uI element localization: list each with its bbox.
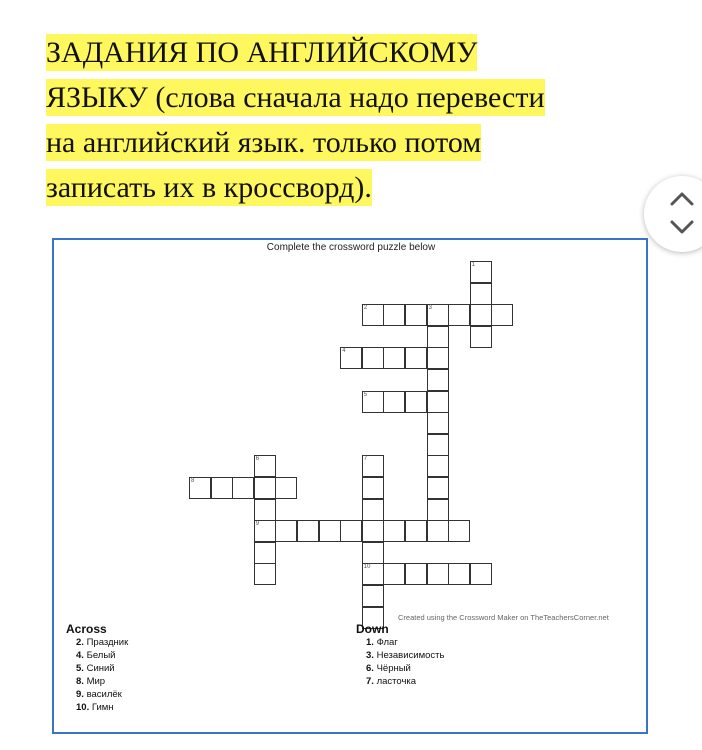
crossword-cell (275, 477, 297, 499)
crossword-cell (275, 520, 297, 542)
across-clue: 2. Праздник (76, 637, 129, 648)
heading-line-2-rest: (слова сначала надо перевести (147, 81, 545, 114)
crossword-cell (254, 499, 276, 521)
task-heading (46, 30, 646, 210)
cell-number: 8 (191, 478, 195, 484)
crossword-cell (427, 347, 449, 369)
cell-number: 7 (363, 456, 368, 463)
crossword-cell (448, 304, 470, 326)
crossword-cell (362, 520, 384, 542)
crossword-cell (362, 563, 384, 585)
puzzle-title: Complete the crossword puzzle below (266, 242, 436, 253)
crossword-cell (470, 261, 492, 283)
down-clue: 6. Чёрный (366, 663, 411, 674)
crossword-cell (405, 563, 427, 585)
across-heading: Across (66, 622, 107, 636)
crossword-cell (383, 347, 405, 369)
down-clue: 1. Флаг (366, 637, 398, 648)
crossword-cell (383, 391, 405, 413)
cell-number: 3 (428, 305, 432, 312)
crossword-cell (427, 391, 449, 413)
crossword-cell (427, 369, 449, 391)
crossword-cell (362, 542, 384, 564)
heading-line-4: записать их в кроссворд). (46, 171, 372, 204)
crossword-image (52, 238, 648, 734)
crossword-cell (211, 477, 233, 499)
down-clue: 7. ласточка (366, 676, 417, 687)
across-clue: 9. василёк (76, 689, 122, 700)
cell-number: 10 (363, 564, 371, 571)
cell-number: 5 (363, 391, 368, 398)
crossword-credit: Created using the Crossword Maker on TheTeachersCorner.net (398, 613, 609, 622)
cell-number: 6 (255, 456, 260, 463)
crossword-cell (427, 563, 449, 585)
across-clue: 5. Синий (76, 663, 115, 674)
crossword-cell (491, 304, 513, 326)
crossword-cell (427, 326, 449, 348)
across-clue: 10. Гимн (76, 702, 114, 713)
crossword-cell (189, 477, 211, 499)
down-clues (356, 622, 444, 688)
across-clue: 8. Мир (76, 676, 106, 687)
chevron-up-icon[interactable] (668, 190, 696, 208)
heading-line-3: на английский язык. только потом (46, 126, 482, 159)
crossword-cell (427, 477, 449, 499)
crossword-cell (470, 563, 492, 585)
crossword-cell (405, 347, 427, 369)
crossword-cell (405, 391, 427, 413)
crossword-cell (254, 520, 276, 542)
cell-number: 2 (363, 305, 368, 312)
crossword-cell (254, 477, 276, 499)
crossword-cell (448, 520, 470, 542)
crossword-cell (232, 477, 254, 499)
crossword-cell (470, 283, 492, 305)
crossword-cell (340, 520, 362, 542)
down-heading: Down (356, 622, 389, 636)
crossword-cell (405, 304, 427, 326)
scroll-navigation-button[interactable] (644, 176, 702, 252)
cell-number: 9 (255, 521, 260, 528)
cell-number: 1 (471, 262, 476, 268)
chevron-down-icon[interactable] (668, 218, 696, 236)
crossword-cell (427, 499, 449, 521)
crossword-cell (383, 563, 405, 585)
crossword-cell (362, 499, 384, 521)
crossword-cell (362, 477, 384, 499)
down-clue: 3. Независимость (366, 650, 445, 661)
heading-line-1: ЗАДАНИЯ ПО АНГЛИЙСКОМУ (46, 36, 478, 69)
crossword-cell (254, 455, 276, 477)
crossword-cell (427, 434, 449, 456)
crossword-cell (427, 304, 449, 326)
across-clue: 4. Белый (76, 650, 116, 661)
crossword-cell (254, 563, 276, 585)
across-clues (66, 622, 128, 714)
crossword-cell (383, 304, 405, 326)
crossword-cell (427, 520, 449, 542)
heading-line-2-highlight: ЯЗЫКУ (46, 81, 148, 114)
crossword-cell (427, 455, 449, 477)
crossword-cell (448, 563, 470, 585)
crossword-cell (470, 326, 492, 348)
crossword-cell (405, 520, 427, 542)
crossword-cell (362, 585, 384, 607)
crossword-cell (383, 520, 405, 542)
crossword-cell (297, 520, 319, 542)
cell-number: 4 (342, 348, 346, 355)
crossword-cell (362, 347, 384, 369)
crossword-cell (427, 412, 449, 434)
crossword-cell (340, 347, 362, 369)
crossword-cell (319, 520, 341, 542)
crossword-cell (362, 391, 384, 413)
crossword-cell (470, 304, 492, 326)
crossword-cell (254, 542, 276, 564)
crossword-cell (362, 304, 384, 326)
crossword-cell (362, 455, 384, 477)
